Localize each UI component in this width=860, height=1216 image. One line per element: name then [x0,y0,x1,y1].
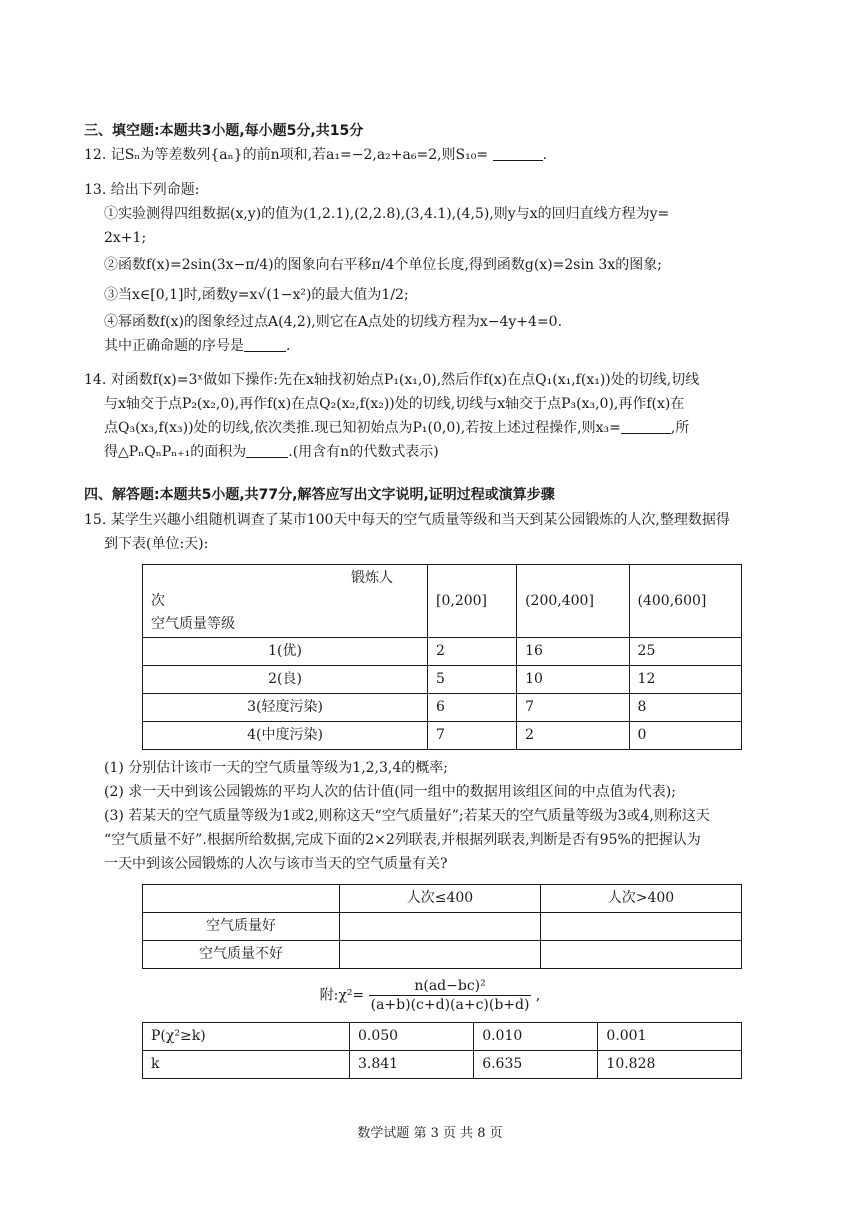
table-row: P(χ²≥k) 0.050 0.010 0.001 [143,1023,742,1051]
question-15: 15. 某学生兴趣小组随机调查了某市100天中每天的空气质量等级和当天到某公园锻炼的人次,整理数据得 到下表(单位:天): 锻炼人 次 空气质量等级 [0,200] (200,400] (400,600] 1(优) 2 16 25 2(良) 5 10 12 3(轻度污染) 6 7 8 4(中度污染) 7 2 0 (1) 分别估计该市一天的空气质量等级为1,2,3,4的概率; (2) 求一天中到该公园锻炼的平均人次的估计值(同一组中的数据用该组区间的中点值为代表); (3) 若某天的空气质量等级为1或2,则称这天“空气质量好”;若某天的空气质量等级为3或4,则称这天 “空气质量不好”.根据所给数据,完成下面的2×2列联表,并根据列联表,判断是否有95%的把握认为 一天中到该公园锻炼的人次与该市当天的空气质量有关? 人次≤400 人次>400 空气质量好 空气质量不好 附:χ²= $\frac{\text{n(ad−bc)²}}{(a+b)(c+d)(a+c)(b+d)}$ , P(χ²≥k) 0.050 0.010 0.001 k 3.841 6.635 10.828 [84,508,776,1079]
table-row: 2(良) 5 10 12 [143,666,742,694]
q15-part1: (1) 分别估计该市一天的空气质量等级为1,2,3,4的概率; [104,760,448,776]
chi-square-formula: 附:χ²= $\frac{\text{n(ad−bc)²}}{(a+b)(c+d)(a+c)(b+d)}$ , [319,978,541,1013]
page-footer: 数学试题 第 3 页 共 8 页 [357,1126,503,1141]
answer-blank-12[interactable] [493,146,543,161]
contingency-table [142,884,742,969]
answer-cell[interactable] [541,913,742,941]
table-row: 1(优) 2 16 25 [143,638,742,666]
q15-part3: (3) 若某天的空气质量等级为1或2,则称这天“空气质量好”;若某天的空气质量等级为3或4,则称这天 [104,808,710,824]
q13-item1-cont: 2x+1; [104,230,147,246]
table-header-diagonal: 锻炼人 次 空气质量等级 [143,565,428,638]
question-14: 14. 对函数f(x)=3ˣ做如下操作:先在x轴找初始点P₁(x₁,0),然后作f(x)在点Q₁(x₁,f(x₁))处的切线,切线 与x轴交于点P₂(x₂,0),再作f(x)在点Q₂(x₂,f(x₂))处的切线,切线与x轴交于点P₃(x₃,0),再作f(x)在 点Q₃(x₃,f(x₃))处的切线,依次类推.现已知初始点为P₁(0,0),若按上述过程操作,则x₃= ,所 得△PₙQₙPₙ₊₁的面积为 .(用含有n的代数式表示) [84,372,700,460]
section3-heading: 三、填空题:本题共3小题,每小题5分,共15分 [84,123,364,139]
col-header: 人次>400 [541,885,742,913]
col-header: 人次≤400 [340,885,541,913]
table-row: 空气质量不好 [143,941,742,969]
col-header: (200,400] [517,565,629,638]
q15-part2: (2) 求一天中到该公园锻炼的平均人次的估计值(同一组中的数据用该组区间的中点值为代表); [104,784,676,800]
q13-item4: ④幂函数f(x)的图象经过点A(4,2),则它在A点处的切线方程为x−4y+4=0. [104,314,563,330]
answer-blank-13[interactable] [244,337,286,352]
answer-blank-14a[interactable] [621,419,671,434]
q13-item2: ②函数f(x)=2sin(3x−π/4)的图象向右平移π/4个单位长度,得到函数g(x)=2sin 3x的图象; [104,257,662,273]
col-header: (400,600] [629,565,741,638]
q13-item3: ③当x∈[0,1]时,函数y=x√(1−x²)的最大值为1/2; [104,287,409,303]
answer-cell[interactable] [340,913,541,941]
q13-ask: 其中正确命题的序号是 . [104,338,291,354]
critical-value-table [142,1022,742,1079]
table-row: k 3.841 6.635 10.828 [143,1051,742,1079]
answer-cell[interactable] [340,941,541,969]
answer-cell[interactable] [541,941,742,969]
section4-heading: 四、解答题:本题共5小题,共77分,解答应写出文字说明,证明过程或演算步骤 [84,487,555,503]
table-row: 4(中度污染) 7 2 0 [143,722,742,750]
col-header: [0,200] [428,565,517,638]
q13-item1: ①实验测得四组数据(x,y)的值为(1,2.1),(2,2.8),(3,4.1),(4,5),则y与x的回归直线方程为y= [104,206,670,222]
question-12: 12. 记Sₙ为等差数列{aₙ}的前n项和,若a₁=−2,a₂+a₆=2,则S₁₀= . [84,147,548,163]
table-row: 3(轻度污染) 6 7 8 [143,694,742,722]
table-row: 空气质量好 [143,913,742,941]
question-13: 13. 给出下列命题: ①实验测得四组数据(x,y)的值为(1,2.1),(2,2.8),(3,4.1),(4,5),则y与x的回归直线方程为y= 2x+1; ②函数f(x)=2sin(3x−π/4)的图象向右平移π/4个单位长度,得到函数g(x)=2sin 3x的图象; ③当x∈[0,1]时,函数y=x√(1−x²)的最大值为1/2; ④幂函数f(x)的图象经过点A(4,2),则它在A点处的切线方程为x−4y+4=0. 其中正确命题的序号是 . [84,179,776,358]
exam-page [84,120,776,1079]
air-quality-table [142,564,742,750]
answer-blank-14b[interactable] [246,443,288,458]
